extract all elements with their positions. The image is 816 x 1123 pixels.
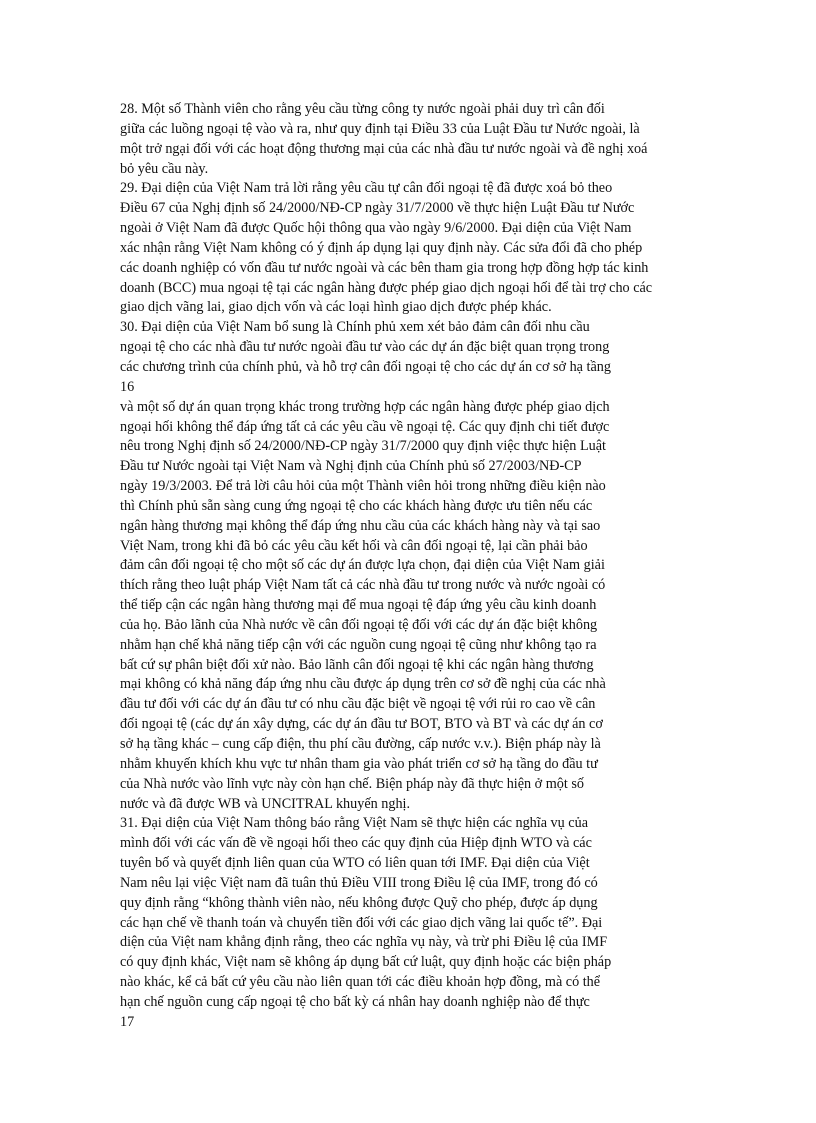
text-line: đảm cân đối ngoại tệ cho một số các dự án được lựa chọn, đại diện của Việt Nam giải <box>120 557 605 574</box>
text-line: 16 <box>120 378 135 395</box>
text-line: ngân hàng thương mại không thể đáp ứng nhu cầu của các khách hàng này và tại sao <box>120 517 601 534</box>
text-line: 29. Đại diện của Việt Nam trả lời rằng yêu cầu tự cân đối ngoại tệ đã được xoá bỏ theo <box>120 180 613 197</box>
text-line: nhằm hạn chế khả năng tiếp cận với các nguồn cung ngoại tệ cũng như không tạo ra <box>120 636 597 653</box>
text-line: ngoài ở Việt Nam đã được Quốc hội thông qua vào ngày 9/6/2000. Đại diện của Việt Nam <box>120 220 632 237</box>
text-line: giao dịch vãng lai, giao dịch vốn và các loại hình giao dịch được phép khác. <box>120 299 552 316</box>
text-line: các hạn chế về thanh toán và chuyển tiền đối với các giao dịch vãng lai quốc tế”. Đại <box>120 914 603 931</box>
text-line: ngoại tệ cho các nhà đầu tư nước ngoài đầu tư vào các dự án đặc biệt quan trọng trong <box>120 339 610 356</box>
text-line: ngày 19/3/2003. Để trả lời câu hỏi của một Thành viên hỏi trong những điều kiện nào <box>120 478 606 495</box>
text-line: xác nhận rằng Việt Nam không có ý định áp dụng lại quy định này. Các sửa đổi đã cho phép <box>120 239 643 256</box>
text-line: mại không có khả năng đáp ứng nhu cầu được áp dụng trên cơ sở đề nghị của các nhà <box>120 676 606 693</box>
text-line: các chương trình của chính phủ, và hỗ trợ cân đối ngoại tệ cho các dự án cơ sở hạ tầng <box>120 358 611 375</box>
text-line: nước và đã được WB và UNCITRAL khuyến nghị. <box>120 795 411 812</box>
text-line: nhằm khuyến khích khu vực tư nhân tham gia vào phát triển cơ sở hạ tầng do đầu tư <box>120 755 598 772</box>
text-line: Đầu tư Nước ngoài tại Việt Nam và Nghị định của Chính phủ số 27/2003/NĐ-CP <box>120 458 582 475</box>
text-line: các doanh nghiệp có vốn đầu tư nước ngoài và các bên tham gia trong hợp đồng hợp tác kinh <box>120 259 649 276</box>
text-line: doanh (BCC) mua ngoại tệ tại các ngân hàng được phép giao dịch ngoại hối để tài trợ cho các <box>120 279 653 296</box>
text-line: quy định rằng “không thành viên nào, nếu không được Quỹ cho phép, được áp dụng <box>120 894 598 911</box>
text-line: đối ngoại tệ (các dự án xây dựng, các dự án đầu tư BOT, BTO và BT và các dự án cơ <box>120 716 603 733</box>
text-line: Nam nêu lại việc Việt nam đã tuân thủ Điều VIII trong Điều lệ của IMF, trong đó có <box>120 874 598 891</box>
text-line: bỏ yêu cầu này. <box>120 160 209 177</box>
text-line: Việt Nam, trong khi đã bỏ các yêu cầu kết hối và cân đối ngoại tệ, lại cần phải bảo <box>120 537 588 554</box>
text-line: sở hạ tầng khác – cung cấp điện, thu phí cầu đường, cấp nước v.v.). Biện pháp này là <box>120 736 601 752</box>
text-line: thích rằng theo luật pháp Việt Nam tất cả các nhà đầu tư trong nước và nước ngoài có <box>120 577 606 594</box>
text-line: của Nhà nước vào lĩnh vực này còn hạn chế. Biện pháp này đã thực hiện ở một số <box>120 775 584 792</box>
text-line: có quy định khác, Việt nam sẽ không áp dụng bất cứ luật, quy định hoặc các biện pháp <box>120 954 612 971</box>
text-line: một trở ngại đối với các hoạt động thương mại của các nhà đầu tư nước ngoài và đề nghị xoá <box>120 140 648 157</box>
text-line: giữa các luồng ngoại tệ vào và ra, như quy định tại Điều 33 của Luật Đầu tư Nước ngoài, là <box>120 120 640 137</box>
text-line: thì Chính phủ sẵn sàng cung ứng ngoại tệ cho các khách hàng được ưu tiên nếu các <box>120 497 593 514</box>
text-line: tuyên bố và quyết định liên quan của WTO có liên quan tới IMF. Đại diện của Việt <box>120 855 590 872</box>
text-line: mình đối với các vấn đề về ngoại hối theo các quy định của Hiệp định WTO và các <box>120 835 592 852</box>
text-line: đầu tư đối với các dự án đầu tư có nhu cầu đặc biệt về ngoại tệ với rủi ro cao về cân <box>120 696 596 713</box>
text-line: hạn chế nguồn cung cấp ngoại tệ cho bất kỳ cá nhân hay doanh nghiệp nào để thực <box>120 993 590 1010</box>
text-line: của họ. Bảo lãnh của Nhà nước về cân đối ngoại tệ đối với các dự án đặc biệt không <box>120 616 598 633</box>
text-line: thể tiếp cận các ngân hàng thương mại để mua ngoại tệ đáp ứng yêu cầu kinh doanh <box>120 597 597 614</box>
body-text <box>120 100 710 1033</box>
text-line: và một số dự án quan trọng khác trong trường hợp các ngân hàng được phép giao dịch <box>120 398 610 415</box>
text-line: Điều 67 của Nghị định số 24/2000/NĐ-CP ngày 31/7/2000 về thực hiện Luật Đầu tư Nước <box>120 200 635 217</box>
text-line: nào khác, kể cả bất cứ yêu cầu nào liên quan tới các điều khoản hợp đồng, mà có thể <box>120 974 601 991</box>
text-line: 30. Đại diện của Việt Nam bổ sung là Chính phủ xem xét bảo đảm cân đối nhu cầu <box>120 319 590 336</box>
text-line: 17 <box>120 1013 135 1030</box>
text-line: 31. Đại diện của Việt Nam thông báo rằng Việt Nam sẽ thực hiện các nghĩa vụ của <box>120 815 588 832</box>
text-line: diện của Việt nam khẳng định rằng, theo các nghĩa vụ này, và trừ phi Điều lệ của IMF <box>120 934 608 951</box>
text-line: ngoại hối không thể đáp ứng tất cả các yêu cầu về ngoại tệ. Các quy định chi tiết được <box>120 418 610 435</box>
text-line: 28. Một số Thành viên cho rằng yêu cầu từng công ty nước ngoài phải duy trì cân đối <box>120 101 605 117</box>
text-line: nêu trong Nghị định số 24/2000/NĐ-CP ngày 31/7/2000 quy định việc thực hiện Luật <box>120 438 606 455</box>
text-line: bất cứ sự phân biệt đối xử nào. Bảo lãnh cân đối ngoại tệ khi các ngân hàng thương <box>120 656 594 673</box>
